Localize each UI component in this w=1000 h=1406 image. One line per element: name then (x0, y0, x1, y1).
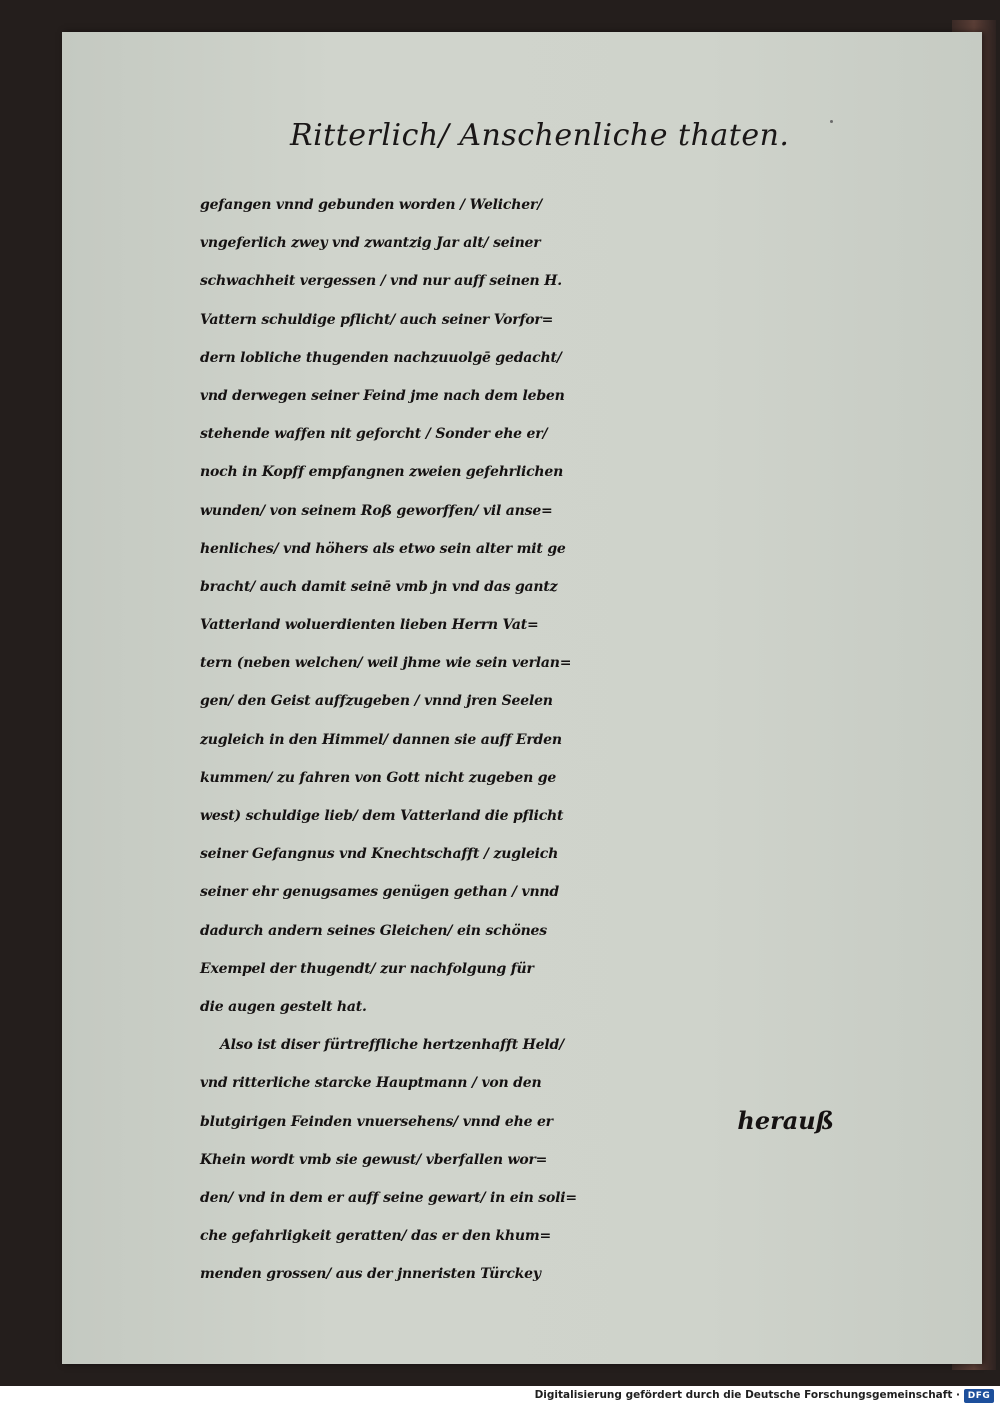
text-line: blutgirigen Feinden vnuersehens/ vnnd ehe er (200, 1113, 553, 1130)
text-line: Khein wordt vmb sie gewust/ vberfallen wor= (200, 1151, 548, 1168)
text-line: henliches/ vnd höhers als etwo sein alter mit ge (200, 540, 566, 557)
text-line: vnd ritterliche starcke Hauptmann / von den (200, 1075, 542, 1092)
text-line: west) schuldige lieb/ dem Vatterland die pflicht (200, 808, 564, 824)
text-line: Exempel der thugendt/ zur nachfolgung für (200, 960, 534, 977)
text-line: Also ist diser fürtreffliche hertzenhafft Held/ (220, 1037, 565, 1054)
text-line: noch in Kopff empfangnen zweien gefehrlichen (200, 464, 564, 481)
funding-credit: Digitalisierung gefördert durch die Deutsche Forschungsgemeinschaft · (534, 1389, 960, 1401)
text-line: seiner ehr genugsames genügen gethan / vnnd (200, 884, 559, 901)
body-text (200, 146, 820, 1293)
text-line: den/ vnd in dem er auff seine gewart/ in ein soli= (200, 1189, 577, 1206)
dfg-logo-icon: DFG (964, 1389, 994, 1403)
text-line: stehende waffen nit geforcht / Sonder ehe er/ (200, 426, 548, 443)
text-line: che gefahrligkeit geratten/ das er den khum= (200, 1228, 551, 1245)
text-line: vnd derwegen seiner Feind jme nach dem leben (200, 387, 565, 404)
text-line: bracht/ auch damit seinē vmb jn vnd das gantz (200, 578, 558, 595)
footer-bar (0, 1386, 1000, 1406)
text-line: zugleich in den Himmel/ dannen sie auff Erden (200, 731, 562, 748)
text-line: Vatterland woluerdienten lieben Herrn Vat= (200, 617, 539, 634)
running-header: Ritterlich/ Anschenliche thaten. (290, 118, 790, 153)
text-line: gefangen vnnd gebunden worden / Welicher/ (200, 197, 542, 213)
text-line: gen/ den Geist auffzugeben / vnnd jren Seelen (200, 693, 553, 710)
text-line: menden grossen/ aus der jnneristen Türckey (200, 1266, 541, 1283)
text-line: die augen gestelt hat. (200, 998, 367, 1015)
text-line: kummen/ zu fahren von Gott nicht zugeben ge (200, 769, 557, 786)
text-line: tern (neben welchen/ weil jhme wie sein verlan= (200, 655, 572, 672)
text-line: vngeferlich zwey vnd zwantzig Jar alt/ seiner (200, 235, 541, 252)
catchword: herauß (737, 1106, 834, 1135)
text-line: wunden/ von seinem Roß geworffen/ vil anse= (200, 502, 553, 519)
text-line: schwachheit vergessen / vnd nur auff seinen H. (200, 273, 562, 290)
text-line: dern lobliche thugenden nachzuuolgē gedacht/ (200, 349, 562, 366)
text-line: dadurch andern seines Gleichen/ ein schönes (200, 922, 547, 939)
text-line: seiner Gefangnus vnd Knechtschafft / zugleich (200, 846, 559, 863)
text-line: Vattern schuldige pflicht/ auch seiner Vorfor= (200, 311, 554, 328)
